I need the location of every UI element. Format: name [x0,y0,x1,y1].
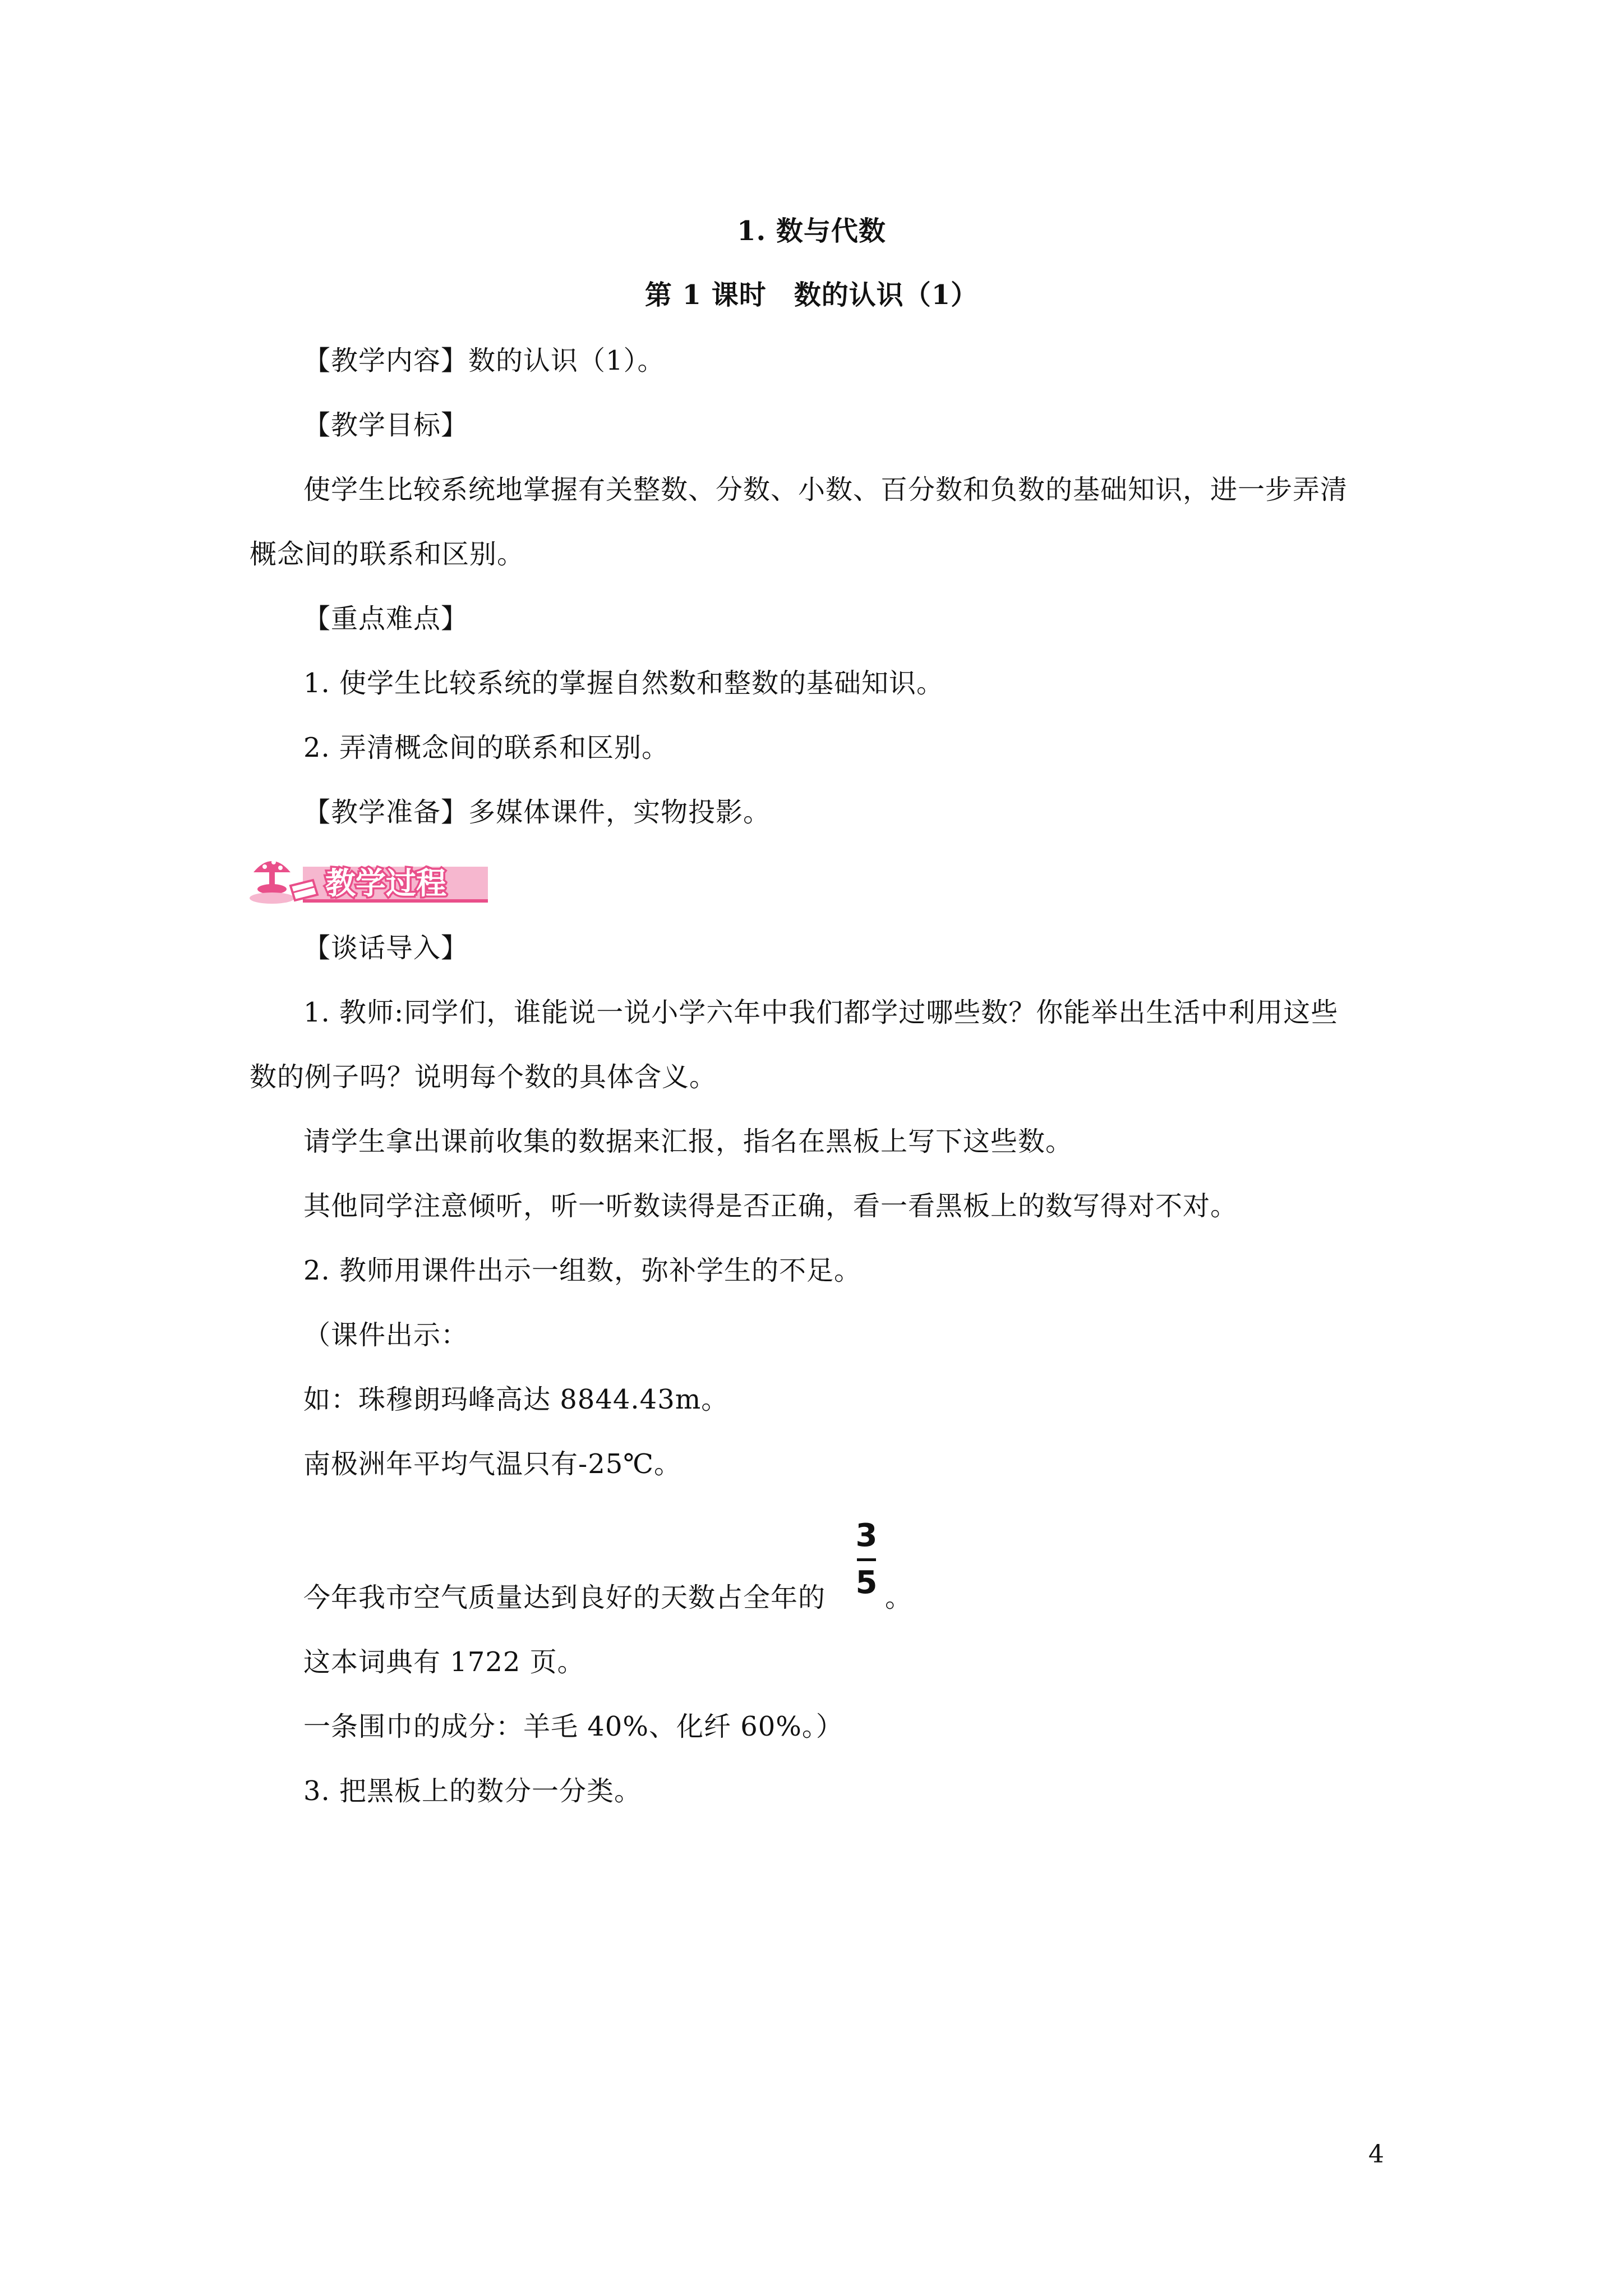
lesson-title: 第 1 课时 数的认识（1） [644,279,979,311]
example-air-quality-end: 。 [885,1582,913,1613]
intro-line-3: 其他同学注意倾听，听一听数读得是否正确，看一看黑板上的数写得对不对。 [303,1190,1238,1222]
fraction-three-fifths [852,1518,880,1602]
example-everest: 如：珠穆朗玛峰高达 8844.43m。 [303,1384,729,1415]
example-air-quality: 今年我市空气质量达到良好的天数占全年的 [303,1582,826,1613]
fraction-bar [857,1558,876,1561]
key-heading: 【重点难点】 [303,603,469,634]
lamp-icon [250,860,294,904]
section-title: 1. 数与代数 [737,215,886,247]
intro-line-4: 2. 教师用课件出示一组数，弥补学生的不足。 [303,1255,862,1286]
example-scarf: 一条围巾的成分：羊毛 40%、化纤 60%。） [303,1711,843,1742]
goal-heading: 【教学目标】 [303,409,469,441]
courseware-label: （课件出示： [303,1319,469,1351]
page-number: 4 [1368,2140,1384,2169]
teaching-prep: 【教学准备】多媒体课件，实物投影。 [303,797,771,828]
intro-line-1a: 1. 教师:同学们，谁能说一说小学六年中我们都学过哪些数？你能举出生活中利用这些 [303,997,1339,1028]
intro-heading: 【谈话导入】 [303,932,469,964]
example-antarctica: 南极洲年平均气温只有-25℃。 [303,1448,681,1480]
example-dictionary: 这本词典有 1722 页。 [303,1646,585,1678]
key-point-1: 1. 使学生比较系统的掌握自然数和整数的基础知识。 [303,668,944,699]
teaching-content: 【教学内容】数的认识（1）。 [303,345,665,376]
teaching-process-badge [241,844,494,910]
goal-text-line-1: 使学生比较系统地掌握有关整数、分数、小数、百分数和负数的基础知识，进一步弄清 [303,474,1348,505]
fraction-numerator: 3 [855,1517,878,1554]
key-point-2: 2. 弄清概念间的联系和区别。 [303,732,670,763]
badge-label: 教学过程 [325,866,446,901]
intro-line-1b: 数的例子吗？说明每个数的具体含义。 [250,1061,717,1093]
fraction-denominator: 5 [855,1565,878,1601]
goal-text-line-2: 概念间的联系和区别。 [250,539,525,570]
intro-line-2: 请学生拿出课前收集的数据来汇报，指名在黑板上写下这些数。 [303,1126,1073,1157]
step-3: 3. 把黑板上的数分一分类。 [303,1775,642,1807]
